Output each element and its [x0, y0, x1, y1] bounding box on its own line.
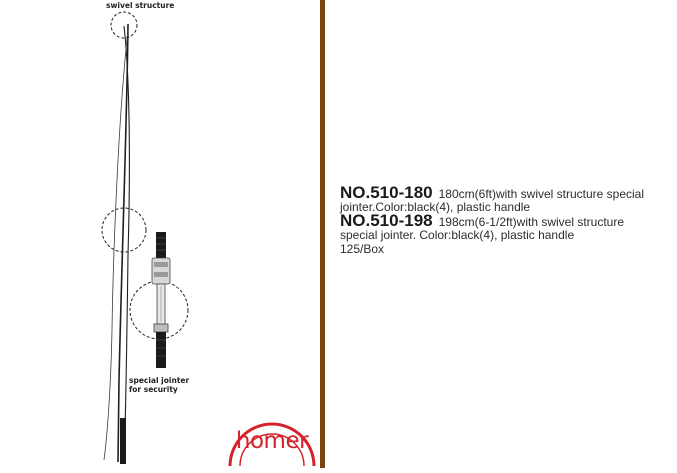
- product-entry: [340, 183, 670, 214]
- packing-quantity: 125/Box: [340, 242, 385, 256]
- jointer-closeup: [152, 232, 170, 368]
- special-jointer-label: [129, 376, 189, 394]
- product-description-line: special jointer. Color:black(4), plastic handle: [340, 228, 575, 242]
- whip-illustration: [0, 0, 322, 468]
- special-jointer-label-line2: for security: [129, 385, 178, 394]
- product-description: [340, 183, 670, 256]
- whip-lash: [118, 24, 128, 462]
- swivel-structure-label: swivel structure: [106, 1, 175, 10]
- product-description-line: jointer.Color:black(4), plastic handle: [340, 200, 531, 214]
- swivel-detail-circle: [111, 12, 137, 38]
- homer-logo-text: homer: [235, 428, 309, 454]
- homer-logo: [224, 420, 320, 468]
- whip-grip: [120, 418, 126, 464]
- vertical-divider: [320, 0, 325, 468]
- model-number: NO.510-180: [340, 183, 433, 202]
- model-number: NO.510-198: [340, 211, 433, 230]
- special-jointer-label-line1: special jointer: [129, 376, 190, 385]
- product-entry: [340, 211, 670, 242]
- product-description-line: 198cm(6-1/2ft)with swivel structure: [438, 215, 625, 229]
- product-illustration-panel: [0, 0, 322, 468]
- product-description-line: 180cm(6ft)with swivel structure special: [438, 187, 645, 201]
